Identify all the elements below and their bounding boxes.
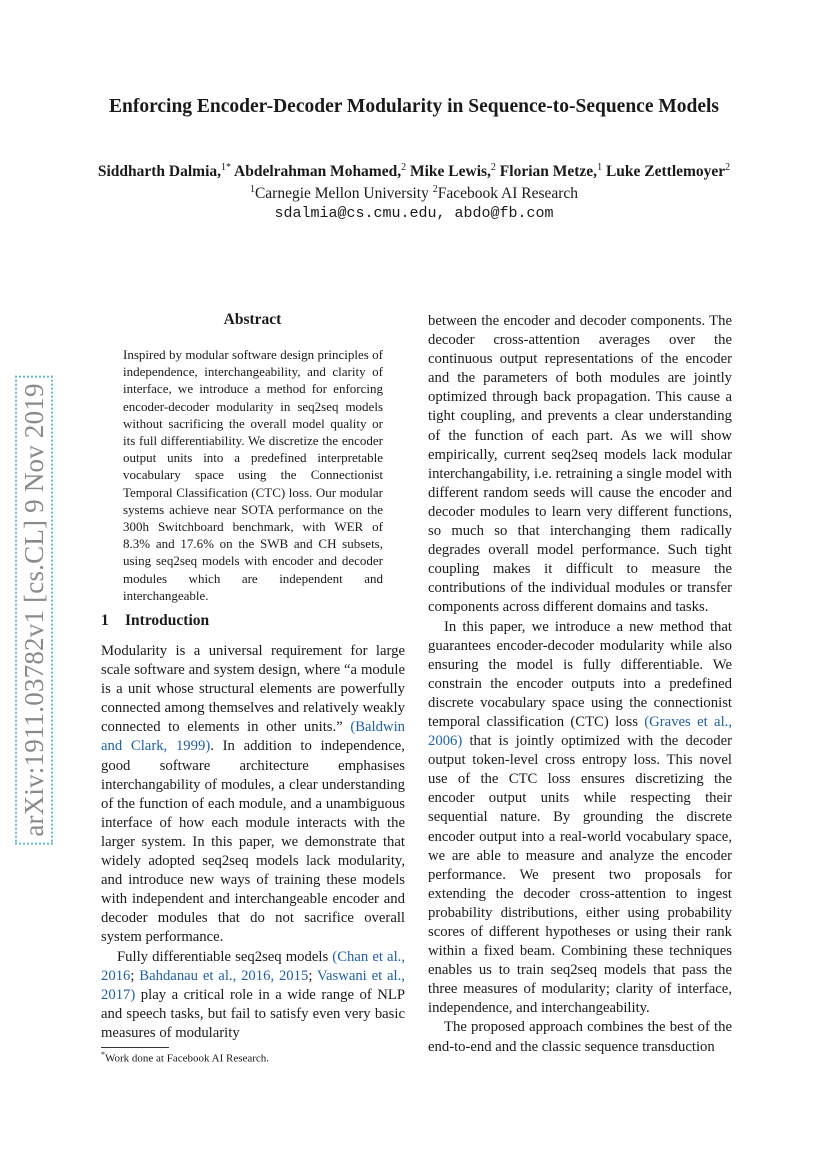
arxiv-identifier: arXiv:1911.03782v1 [cs.CL] 9 Nov 2019 xyxy=(15,375,53,844)
citation-link[interactable]: (Baldwin and Clark, 1999) xyxy=(101,719,405,755)
citation-link[interactable]: Bahdanau et al., 2016, 2015 xyxy=(139,967,309,984)
author-name: Mike Lewis, xyxy=(409,163,491,181)
author-affiliation-mark: 2 xyxy=(401,162,407,173)
author-name: Luke Zettlemoyer xyxy=(605,163,726,181)
footnote-mark: * xyxy=(101,1050,105,1059)
citation-link[interactable]: (Chan et al., 2016 xyxy=(101,948,405,984)
text-run: ; xyxy=(308,967,317,984)
author-affiliation-mark: 1 xyxy=(597,162,603,173)
text-run: . In addition to independence, good software architecture emphasises interchangability of modules, a clear understanding of the function of each module, and a unambiguous interface of how each module interacts with the larger system. In this paper, we demonstrate that widely adopted seq2seq models lack modularity, and introduce new ways of training these models with independent and interchangeable encoder and decoder modules that do not sacrifice overall system performance. xyxy=(101,738,405,946)
text-run: Modularity is a universal requirement for large scale software and system design, where “a module is a unit whose structural elements are powerfully connected among themselves and relatively weakly connected to elements in other units.” xyxy=(101,643,405,736)
affiliations xyxy=(0,184,828,203)
footnote xyxy=(101,1050,269,1065)
footnote-text: Work done at Facebook AI Research. xyxy=(105,1052,270,1065)
author-name: Siddharth Dalmia, xyxy=(97,163,221,181)
paragraph xyxy=(101,948,405,1043)
paragraph: between the encoder and decoder components. The decoder cross-attention averages over the continuous output representations of the encoder and the parameters of both modules are jointly optimized through back propagation. This cause a tight coupling, and prevents a clear understanding of the function of each part. As we will show empirically, current seq2seq models lack modular interchangability, i.e. retraining a single model with different random seeds will cause the encoder and decoder modules to learn very different functions, so much so that interchanging them radically degrades overall model performance. Such tight coupling makes it difficult to measure the contributions of the individual modules or transfer components across different domains and tasks. xyxy=(428,313,732,616)
section-number: 1 xyxy=(101,612,109,629)
section-title: Introduction xyxy=(125,612,210,629)
author-affiliation-mark: 1* xyxy=(221,162,231,173)
text-run: ; xyxy=(130,967,140,984)
text-run: play a critical role in a wide range of NLP and speech tasks, but fail to satisfy even very basic measures of modularity xyxy=(101,986,405,1041)
abstract-text: Inspired by modular software design principles of independence, interchangeability, and clarity of interface, we introduce a method for enforcing encoder-decoder modularity in seq2seq models without sacrificing the overall model quality or its full differentiability. We discretize the encoder output units into a predefined interpretable vocabulary space using the Connectionist Temporal Classification (CTC) loss. Our modular systems achieve near SOTA performance on the 300h Switchboard benchmark, with WER of 8.3% and 17.6% on the SWB and CH subsets, using seq2seq models with encoder and decoder modules which are independent and interchangeable. xyxy=(123,347,383,603)
paragraph xyxy=(101,642,405,948)
arxiv-identifier-stamp xyxy=(14,340,54,880)
paper-title: Enforcing Encoder-Decoder Modularity in Sequence-to-Sequence Models xyxy=(108,96,720,117)
author-name: Florian Metze, xyxy=(499,163,598,181)
paragraph xyxy=(428,618,732,1019)
author-list xyxy=(0,162,828,181)
author-affiliation-mark: 2 xyxy=(490,162,496,173)
citation-link[interactable]: (Graves et al., 2006) xyxy=(428,713,732,750)
affiliation-name: Facebook AI Research xyxy=(437,185,579,203)
author-affiliation-mark: 2 xyxy=(725,162,731,173)
author-name: Abdelrahman Mohamed, xyxy=(234,163,402,181)
footnote-rule xyxy=(101,1047,169,1048)
affiliation-name: Carnegie Mellon University xyxy=(254,185,433,203)
text-run: that is jointly optimized with the decoder output token-level cross entropy loss. This novel use of the CTC loss ensures discretizing the encoder output units while respecting their sequential nature. By grounding the discrete encoder output into a real-world vocabulary space, we are able to measure and analyze the encoder performance. We present two proposals for extending the decoder cross-attention to ingest probability distributions, either using probability scores of different hypotheses or using their rank within a fixed beam. Combining these techniques enables us to train seq2seq models that pass the three measures of modularity; clarity of interface, independence, and interchangeability. xyxy=(428,733,732,1017)
text-run: Fully differentiable seq2seq models xyxy=(117,948,333,965)
left-column-body xyxy=(101,642,405,1043)
section-heading xyxy=(101,612,209,630)
text-run: In this paper, we introduce a new method that guarantees encoder-decoder modularity while also ensuring the model is fully differentiable. We constrain the encoder outputs into a predefined discrete vocabulary space using the connectionist temporal classification (CTC) loss xyxy=(428,618,732,730)
right-column-body xyxy=(428,312,732,1057)
paragraph: The proposed approach combines the best of the end-to-end and the classic sequence transduction xyxy=(428,1019,732,1055)
author-emails: sdalmia@cs.cmu.edu, abdo@fb.com xyxy=(274,205,554,222)
affiliation-mark: 2 xyxy=(432,184,438,195)
abstract-heading: Abstract xyxy=(223,311,282,328)
affiliation-mark: 1 xyxy=(249,184,255,195)
citation-link[interactable]: Vaswani et al., 2017) xyxy=(101,967,405,1003)
